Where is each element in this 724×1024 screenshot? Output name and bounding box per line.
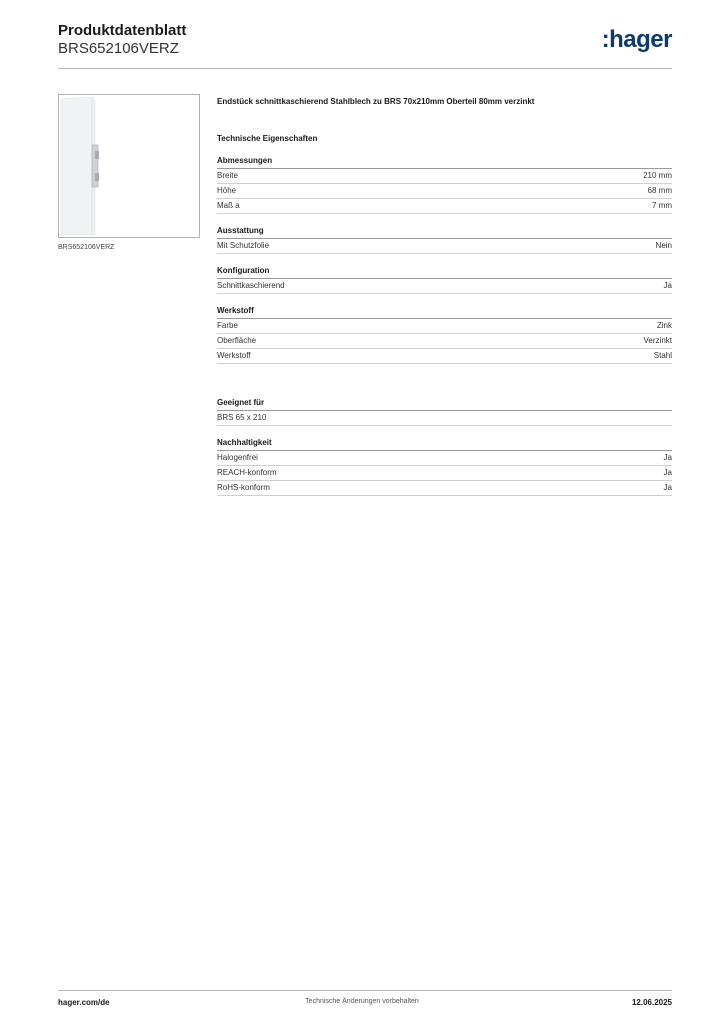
section-title: Ausstattung [217, 226, 672, 239]
footer-website-link[interactable]: hager.com/de [58, 998, 110, 1007]
property-row [217, 199, 672, 214]
document-title: Produktdatenblatt [58, 22, 187, 39]
property-row [217, 239, 672, 254]
section-nachhaltigkeit [217, 438, 672, 496]
property-value: Nein [655, 241, 672, 250]
property-label: RoHS-konform [217, 483, 270, 492]
logo-colon-icon: : [601, 26, 610, 53]
section-title: Nachhaltigkeit [217, 438, 672, 451]
section-title: Abmessungen [217, 156, 672, 169]
property-label: Werkstoff [217, 351, 251, 360]
property-row [217, 184, 672, 199]
property-label: Halogenfrei [217, 453, 258, 462]
property-value: 210 mm [643, 171, 672, 180]
property-row [217, 411, 672, 426]
property-row [217, 169, 672, 184]
property-row [217, 319, 672, 334]
logo-text: hager [609, 26, 672, 53]
property-value: Ja [663, 468, 672, 477]
section-werkstoff [217, 306, 672, 364]
product-details [217, 97, 672, 496]
property-value: Zink [656, 321, 672, 330]
property-value: 68 mm [647, 186, 672, 195]
property-value: Ja [663, 453, 672, 462]
property-label: Farbe [217, 321, 238, 330]
property-row [217, 466, 672, 481]
property-label: Maß a [217, 201, 240, 210]
section-title: Werkstoff [217, 306, 672, 319]
property-label: Höhe [217, 186, 237, 195]
section-title: Konfiguration [217, 266, 672, 279]
property-label: Oberfläche [217, 336, 257, 345]
property-row [217, 334, 672, 349]
section-ausstattung [217, 226, 672, 254]
product-image [59, 95, 199, 237]
property-row [217, 279, 672, 294]
property-label: Schnittkaschierend [217, 281, 285, 290]
property-label: Mit Schutzfolie [217, 241, 270, 250]
property-value: Verzinkt [643, 336, 672, 345]
property-value: Stahl [653, 351, 672, 360]
header-divider [58, 68, 672, 69]
property-label: BRS 65 x 210 [217, 413, 267, 422]
tech-properties-title: Technische Eigenschaften [217, 134, 318, 143]
product-code: BRS652106VERZ [58, 40, 179, 57]
document-header [58, 22, 186, 58]
property-row [217, 349, 672, 364]
image-caption: BRS652106VERZ [58, 244, 115, 251]
hager-logo [602, 26, 672, 54]
footer-date: 12.06.2025 [631, 998, 672, 1007]
product-description: Endstück schnittkaschierend Stahlblech zu BRS 70x210mm Oberteil 80mm verzinkt [217, 97, 535, 106]
property-value: 7 mm [652, 201, 672, 210]
product-image-frame [58, 94, 200, 238]
property-row [217, 451, 672, 466]
property-label: REACH-konform [217, 468, 277, 477]
property-row [217, 481, 672, 496]
property-label: Breite [217, 171, 238, 180]
section-abmessungen [217, 156, 672, 214]
section-title: Geeignet für [217, 398, 672, 411]
property-value: Ja [663, 483, 672, 492]
section-geeignet [217, 398, 672, 426]
footer-divider [58, 990, 672, 991]
footer-notice: Technische Änderungen vorbehalten [305, 998, 419, 1005]
property-value: Ja [663, 281, 672, 290]
section-konfiguration [217, 266, 672, 294]
